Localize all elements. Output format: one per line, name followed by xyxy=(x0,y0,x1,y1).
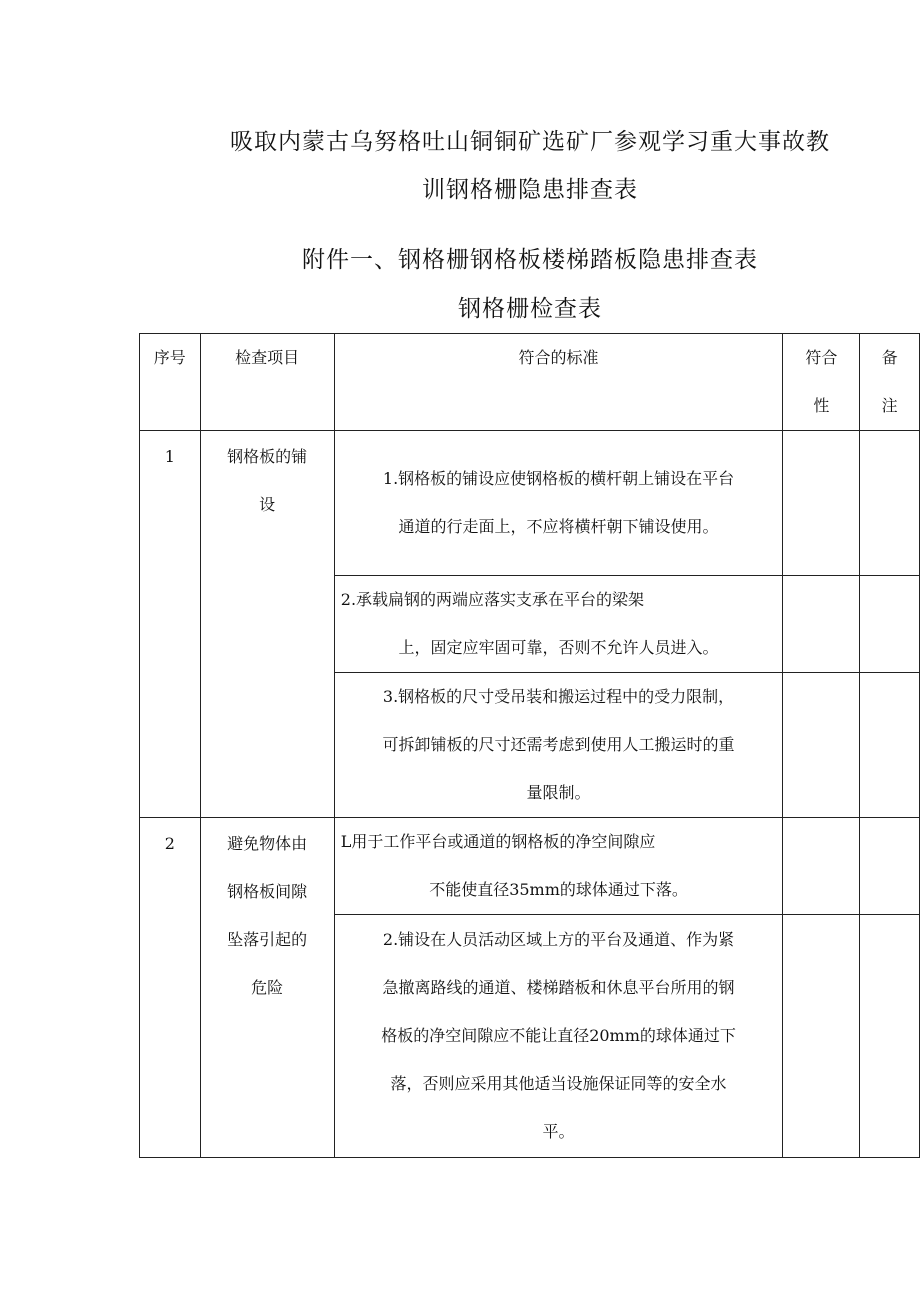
header-remark-line1: 备 xyxy=(881,348,898,367)
standard-line: 落，否则应采用其他适当设施保证同等的安全水 xyxy=(390,1074,727,1093)
standard-line: 急撤离路线的通道、楼梯踏板和休息平台所用的钢 xyxy=(382,978,735,997)
header-standard xyxy=(334,334,783,431)
header-conformity-line1: 符合 xyxy=(805,348,838,367)
header-seq-label: 序号 xyxy=(153,348,186,367)
header-standard-label: 符合的标准 xyxy=(518,348,599,367)
standard-line: 2.铺设在人员活动区域上方的平台及通道、作为紧 xyxy=(382,930,735,949)
document-title-line1: 吸取内蒙古乌努格吐山铜铜矿选矿厂参观学习重大事故教 xyxy=(230,129,830,155)
row-remark-cell xyxy=(860,673,920,818)
table-header-row xyxy=(140,334,920,431)
standard-line: 不能使直径35mm的球体通过下落。 xyxy=(429,880,688,899)
row-remark-cell xyxy=(860,576,920,673)
row-standard xyxy=(334,576,783,673)
row-conformity-cell xyxy=(783,818,860,915)
row-standard xyxy=(334,673,783,818)
row-seq: 2 xyxy=(140,818,201,1158)
standard-line: 1.钢格板的铺设应使钢格板的横杆朝上铺设在平台 xyxy=(382,469,735,488)
standard-line: 3.钢格板的尺寸受吊装和搬运过程中的受力限制， xyxy=(382,687,735,706)
row-conformity-cell xyxy=(783,915,860,1158)
standard-line: 格板的净空间隙应不能让直径20mm的球体通过下 xyxy=(381,1026,736,1045)
row-conformity-cell xyxy=(783,431,860,576)
standard-line: L用于工作平台或通道的钢格板的净空间隙应 xyxy=(340,832,656,851)
standard-line: 平。 xyxy=(542,1122,575,1141)
document-title-line2: 训钢格栅隐患排查表 xyxy=(422,177,638,203)
table-row xyxy=(140,431,920,576)
check-item-line: 避免物体由 xyxy=(227,834,308,853)
check-item-line: 钢格板间隙 xyxy=(227,882,308,901)
header-conformity xyxy=(783,334,860,431)
check-item-line: 钢格板的铺 xyxy=(227,447,308,466)
header-remark xyxy=(860,334,920,431)
header-conformity-line2: 性 xyxy=(813,396,830,415)
standard-line: 上，固定应牢固可靠，否则不允许人员进入。 xyxy=(398,638,719,657)
row-conformity-cell xyxy=(783,576,860,673)
row-check-item xyxy=(200,431,334,818)
header-remark-line2: 注 xyxy=(881,396,898,415)
table-body xyxy=(140,431,920,1158)
standard-line: 2.承载扁钢的两端应落实支承在平台的梁架 xyxy=(340,590,645,609)
table-row xyxy=(140,818,920,915)
appendix-title: 附件一、钢格栅钢格板楼梯踏板隐患排查表 xyxy=(302,247,758,273)
row-standard xyxy=(334,915,783,1158)
row-check-item xyxy=(200,818,334,1158)
standard-line: 可拆卸铺板的尺寸还需考虑到使用人工搬运时的重 xyxy=(382,735,735,754)
check-item-line: 设 xyxy=(259,495,276,514)
check-item-line: 坠落引起的 xyxy=(227,930,308,949)
standard-line: 通道的行走面上，不应将横杆朝下铺设使用。 xyxy=(398,517,719,536)
header-item-label: 检查项目 xyxy=(235,348,300,367)
header-item xyxy=(200,334,334,431)
check-item-line: 危险 xyxy=(251,978,284,997)
row-remark-cell xyxy=(860,431,920,576)
row-standard xyxy=(334,431,783,576)
inspection-table xyxy=(139,333,920,1158)
header-seq xyxy=(140,334,201,431)
row-standard xyxy=(334,818,783,915)
row-seq: 1 xyxy=(140,431,201,818)
standard-line: 量限制。 xyxy=(526,783,591,802)
row-remark-cell xyxy=(860,915,920,1158)
row-conformity-cell xyxy=(783,673,860,818)
table-title: 钢格栅检查表 xyxy=(458,296,602,322)
row-remark-cell xyxy=(860,818,920,915)
